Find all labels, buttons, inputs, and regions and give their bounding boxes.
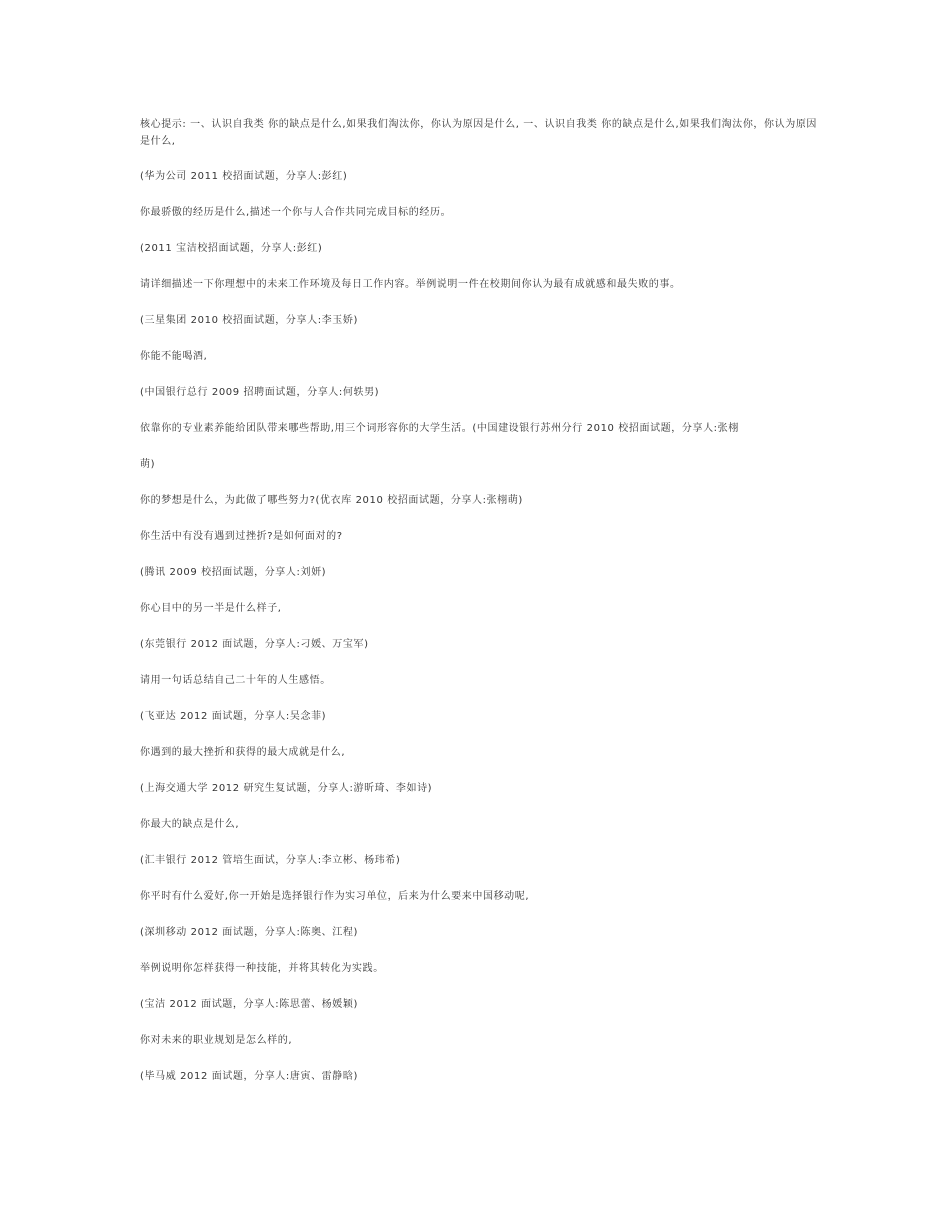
question-paragraph: 你最骄傲的经历是什么,描述一个你与人合作共同完成目标的经历。 xyxy=(140,207,452,218)
source-note: (宝洁 2012 面试题，分享人:陈思蕾、杨媛颖) xyxy=(140,999,358,1010)
question-paragraph: 举例说明你怎样获得一种技能，并将其转化为实践。 xyxy=(140,963,384,974)
source-note: (三星集团 2010 校招面试题，分享人:李玉娇) xyxy=(140,315,358,326)
source-note: (飞亚达 2012 面试题，分享人:吴念菲) xyxy=(140,711,327,722)
question-paragraph: 依靠你的专业素养能给团队带来哪些帮助,用三个词形容你的大学生活。(中国建设银行苏州分行 2010 校招面试题，分享人:张栩 xyxy=(140,423,739,434)
source-note: (深圳移动 2012 面试题，分享人:陈奥、江程) xyxy=(140,927,358,938)
question-paragraph: 你对未来的职业规划是怎么样的, xyxy=(140,1035,293,1046)
source-note: (中国银行总行 2009 招聘面试题，分享人:何轶男) xyxy=(140,387,380,398)
question-paragraph: 你生活中有没有遇到过挫折?是如何面对的? xyxy=(140,531,343,542)
document-body xyxy=(140,116,820,1104)
source-note: (汇丰银行 2012 管培生面试，分享人:李立彬、杨玮希) xyxy=(140,855,401,866)
source-note: (上海交通大学 2012 研究生复试题，分享人:游昕琦、李如诗) xyxy=(140,783,433,794)
intro-paragraph: 核心提示: 一、认识自我类 你的缺点是什么,如果我们淘汰你，你认为原因是什么, 一、认识自我类 你的缺点是什么,如果我们淘汰你，你认为原因是什么, xyxy=(140,119,818,147)
question-paragraph: 你遇到的最大挫折和获得的最大成就是什么, xyxy=(140,747,346,758)
question-paragraph: 你能不能喝酒, xyxy=(140,351,208,362)
question-paragraph: 你最大的缺点是什么, xyxy=(140,819,240,830)
source-note: (2011 宝洁校招面试题，分享人:彭红) xyxy=(140,243,323,254)
continued-line: 萌) xyxy=(140,459,156,470)
question-paragraph: 你的梦想是什么，为此做了哪些努力?(优衣库 2010 校招面试题，分享人:张栩萌) xyxy=(140,495,523,506)
source-note: (华为公司 2011 校招面试题，分享人:彭红) xyxy=(140,171,348,182)
source-note: (腾讯 2009 校招面试题，分享人:刘妍) xyxy=(140,567,327,578)
source-note: (东莞银行 2012 面试题，分享人:刁媛、万宝军) xyxy=(140,639,369,650)
question-paragraph: 你平时有什么爱好,你一开始是选择银行作为实习单位，后来为什么要来中国移动呢, xyxy=(140,891,530,902)
question-paragraph: 你心目中的另一半是什么样子, xyxy=(140,603,282,614)
question-paragraph: 请详细描述一下你理想中的未来工作环境及每日工作内容。举例说明一件在校期间你认为最有成就感和最失败的事。 xyxy=(140,279,681,290)
source-note: (毕马威 2012 面试题，分享人:唐寅、雷静晗) xyxy=(140,1071,358,1082)
question-paragraph: 请用一句话总结自己二十年的人生感悟。 xyxy=(140,675,331,686)
